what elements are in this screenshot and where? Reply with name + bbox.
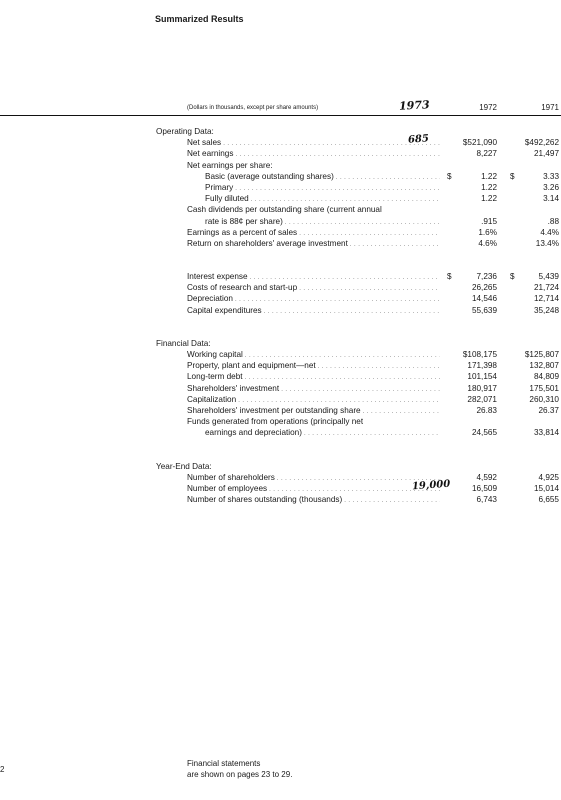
value-1972: 7,236 xyxy=(476,272,497,282)
row-label: Year-End Data: xyxy=(156,461,212,471)
value-1971: 6,655 xyxy=(538,495,559,505)
value-1972: .915 xyxy=(481,216,497,226)
table-row xyxy=(0,227,561,238)
value-1971: 4,925 xyxy=(538,472,559,482)
page-title: Summarized Results xyxy=(155,14,244,24)
footnote-line-1: Financial statements xyxy=(187,759,261,768)
row-label: Shareholders' investment . . . xyxy=(187,383,440,396)
row-label: Basic (average outstanding shares) . . . xyxy=(205,171,440,184)
table-row xyxy=(0,349,561,360)
value-1971: 175,501 xyxy=(529,383,559,393)
value-1971: 260,310 xyxy=(529,394,559,404)
table-row xyxy=(0,416,561,427)
table-row xyxy=(0,148,561,159)
row-label: Financial Data: xyxy=(156,338,211,348)
row-label: Net earnings per share: xyxy=(187,160,273,170)
value-1972: 26,265 xyxy=(471,283,497,293)
value-1972: 16,509 xyxy=(471,483,497,493)
value-1972: 6,743 xyxy=(476,495,497,505)
value-1971: 21,497 xyxy=(533,149,559,159)
row-label: Funds generated from operations (principally net xyxy=(187,417,364,427)
currency-1972: $ xyxy=(447,272,452,282)
row-label: Depreciation . . . xyxy=(187,293,440,306)
table-row xyxy=(0,394,561,405)
value-1972: 24,565 xyxy=(471,428,497,438)
table-row xyxy=(0,371,561,382)
value-1971: 132,807 xyxy=(529,361,559,371)
section-spacer xyxy=(0,249,561,271)
row-label: Return on shareholders' average investment . . . xyxy=(187,238,440,251)
table-row xyxy=(0,383,561,394)
row-label: Operating Data: xyxy=(156,127,214,136)
section-heading xyxy=(0,126,561,137)
row-label: Property, plant and equipment—net . . . xyxy=(187,360,440,373)
table-row xyxy=(0,282,561,293)
value-1971: 3.26 xyxy=(543,182,559,192)
table-row xyxy=(0,182,561,193)
section-heading xyxy=(0,461,561,472)
row-label: Costs of research and start-up . . . xyxy=(187,282,440,295)
handwritten-annotation: 19,000 xyxy=(411,478,451,493)
value-1972: 171,398 xyxy=(467,361,497,371)
value-1971: 84,809 xyxy=(533,372,559,382)
currency-1972: $ xyxy=(447,171,452,181)
row-label: Shareholders' investment per outstanding share . . . xyxy=(187,405,440,418)
value-1971: 4.4% xyxy=(540,227,559,237)
value-1971: $125,807 xyxy=(524,350,559,359)
row-label: Cash dividends per outstanding share (current annual xyxy=(187,205,382,215)
currency-1971: $ xyxy=(510,171,515,181)
table-row xyxy=(0,305,561,316)
table-row xyxy=(0,171,561,182)
results-table xyxy=(0,126,561,505)
value-1972: $108,175 xyxy=(462,350,497,359)
value-1971: 3.33 xyxy=(543,171,559,181)
header-rule xyxy=(0,115,561,116)
footnote xyxy=(187,758,292,780)
row-label: earnings and depreciation) . . . xyxy=(205,427,440,440)
value-1972: 8,227 xyxy=(476,149,497,159)
section-spacer xyxy=(0,316,561,338)
value-1971: 26.37 xyxy=(538,405,559,415)
row-label: Fully diluted . . . xyxy=(205,193,440,206)
value-1971: $492,262 xyxy=(524,138,559,148)
value-1972: 101,154 xyxy=(467,372,497,382)
value-1972: 55,639 xyxy=(471,305,497,315)
handwritten-year-annotation: 1973 xyxy=(398,98,430,113)
footnote-line-2: are shown on pages 23 to 29. xyxy=(187,770,293,779)
value-1972: 1.22 xyxy=(481,194,497,204)
row-label: Earnings as a percent of sales . . . xyxy=(187,227,440,240)
row-label: Interest expense . . . xyxy=(187,271,440,284)
units-note: (Dollars in thousands, except per share amounts) xyxy=(187,105,319,111)
value-1972: 4,592 xyxy=(476,472,497,482)
table-row xyxy=(0,238,561,249)
row-label: Capitalization . . . xyxy=(187,394,440,407)
table-row xyxy=(0,494,561,505)
value-1971: 5,439 xyxy=(538,272,559,282)
table-row xyxy=(0,405,561,416)
value-1972: 282,071 xyxy=(467,394,497,404)
value-1972: 14,546 xyxy=(471,294,497,304)
table-row xyxy=(0,427,561,438)
row-label: Net sales . . . xyxy=(187,137,440,150)
value-1971: 33,814 xyxy=(533,428,559,438)
value-1972: $521,090 xyxy=(462,138,497,148)
handwritten-annotation: 685 xyxy=(407,133,430,146)
row-label: Working capital . . . xyxy=(187,349,440,362)
section-heading xyxy=(0,338,561,349)
value-1971: 13.4% xyxy=(535,238,559,248)
row-label: Number of shareholders . . . xyxy=(187,472,440,485)
page-number: 2 xyxy=(0,765,5,774)
value-1971: 3.14 xyxy=(543,194,559,204)
row-label: Capital expenditures . . . xyxy=(187,305,440,318)
table-row xyxy=(0,293,561,304)
currency-1971: $ xyxy=(510,272,515,282)
value-1972: 1.6% xyxy=(478,227,497,237)
column-header-1972: 1972 xyxy=(479,103,497,112)
value-1971: 12,714 xyxy=(533,294,559,304)
table-row xyxy=(0,472,561,483)
table-row xyxy=(0,271,561,282)
value-1972: 26.83 xyxy=(476,405,497,415)
section-spacer xyxy=(0,439,561,461)
row-label: Primary . . . xyxy=(205,182,440,195)
row-label: Number of employees . . . xyxy=(187,483,440,496)
row-label: Long-term debt . . . xyxy=(187,371,440,384)
table-row xyxy=(0,216,561,227)
row-label: Net earnings . . . xyxy=(187,148,440,161)
table-row xyxy=(0,360,561,371)
table-row xyxy=(0,204,561,215)
table-row xyxy=(0,193,561,204)
column-header-1971: 1971 xyxy=(541,103,559,112)
value-1972: 180,917 xyxy=(467,383,497,393)
row-label: rate is 88¢ per share) . . . xyxy=(205,216,440,229)
table-row xyxy=(0,478,561,494)
value-1972: 1.22 xyxy=(481,182,497,192)
table-row xyxy=(0,133,561,148)
value-1972: 1.22 xyxy=(481,171,497,181)
value-1971: 15,014 xyxy=(533,483,559,493)
row-label: Number of shares outstanding (thousands) . . . xyxy=(187,494,440,507)
table-row xyxy=(0,160,561,171)
value-1971: 35,248 xyxy=(533,305,559,315)
value-1972: 4.6% xyxy=(478,238,497,248)
value-1971: .88 xyxy=(547,216,559,226)
value-1971: 21,724 xyxy=(533,283,559,293)
